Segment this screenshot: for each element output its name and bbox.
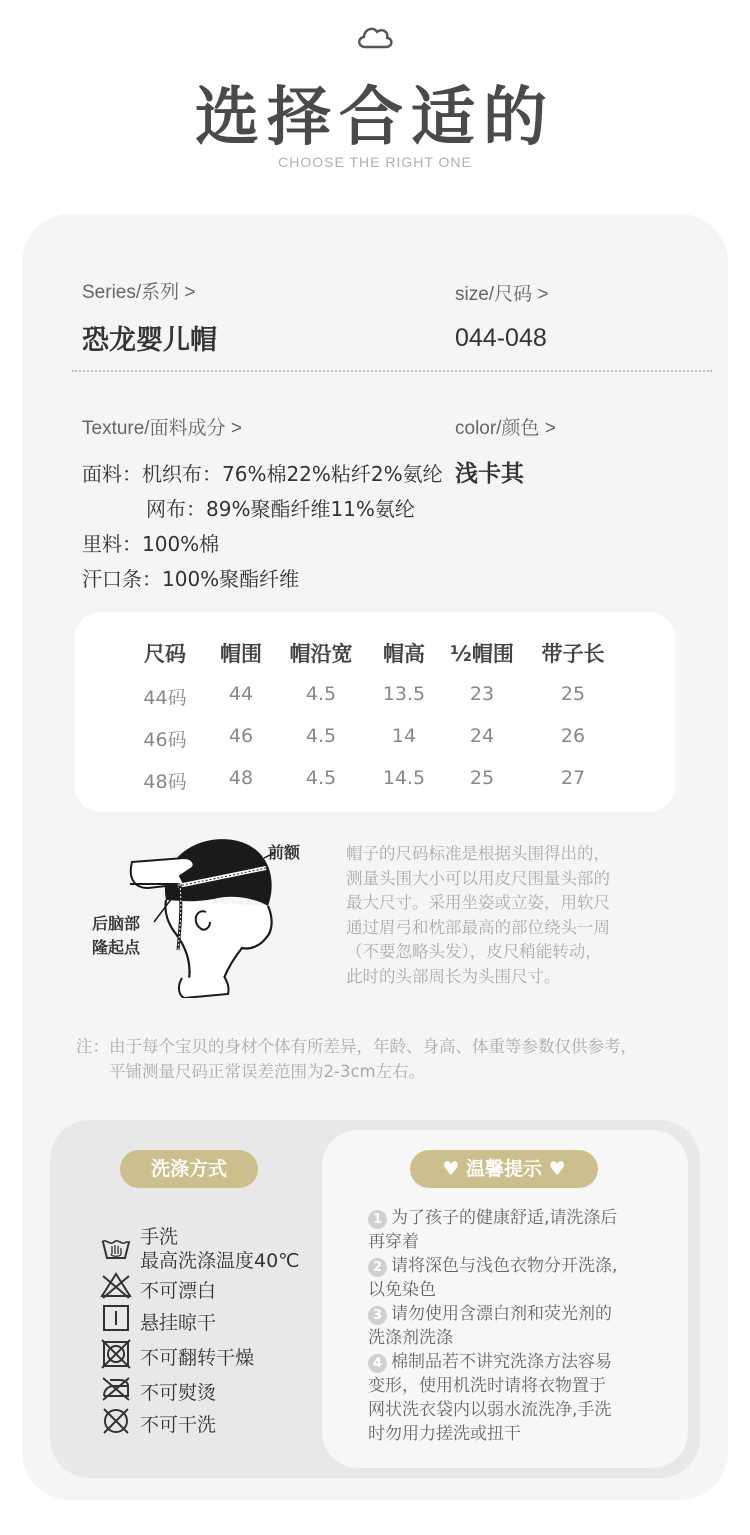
tip-line: 请将深色与浅色衣物分开洗涤, (391, 1256, 618, 1276)
line-dry-icon (100, 1302, 132, 1334)
size-value: 044-048 (455, 324, 547, 352)
measure-line: （不要忽略头发），皮尺稍能转动， (346, 942, 602, 961)
note-line: 平铺测量尺码正常误差范围为2-3cm左右。 (109, 1062, 426, 1081)
no-bleach-icon (100, 1270, 132, 1302)
tips-title: 温馨提示 (465, 1158, 542, 1180)
tip-line: 网状洗衣袋内以弱水流洗净,手洗 (368, 1400, 612, 1420)
wash-item-label: 悬挂晾干 (140, 1312, 217, 1334)
no-tumble-dry-icon (100, 1338, 132, 1370)
tips-title-badge (410, 1150, 598, 1188)
dotted-divider (72, 370, 712, 372)
hand-wash-icon (100, 1232, 132, 1264)
fabric-line: 汗口条：100%聚酯纤维 (82, 567, 300, 591)
table-cell: 4.5 (305, 725, 337, 747)
wash-item-label: 不可熨烫 (140, 1382, 217, 1404)
wash-item-label: 不可干洗 (140, 1414, 217, 1436)
measure-instructions (346, 842, 686, 989)
color-label: color/颜色 > (455, 418, 556, 439)
fabric-line: 网布：89%聚酯纤维11%氨纶 (146, 497, 415, 521)
back-head-label: 隆起点 (92, 938, 141, 957)
back-head-label: 后脑部 (92, 914, 141, 933)
table-cell: 25 (560, 683, 586, 705)
tip-line: 时勿用力搓洗或扭干 (368, 1424, 521, 1444)
color-value: 浅卡其 (455, 461, 524, 487)
wash-item-label: 不可翻转干燥 (140, 1347, 255, 1369)
tip-number-badge: 2 (368, 1258, 387, 1277)
table-cell: 4.5 (305, 767, 337, 789)
table-header: ½帽围 (450, 642, 514, 666)
table-cell: 26 (560, 725, 586, 747)
tip-line: 再穿着 (368, 1232, 419, 1252)
forehead-label: 前额 (268, 843, 301, 862)
measure-line: 测量头围大小可以用皮尺围量头部的 (346, 868, 610, 888)
fabric-line: 里料：100%棉 (82, 532, 220, 556)
table-cell: 23 (469, 683, 495, 705)
wash-title-badge: 洗涤方式 (120, 1150, 258, 1188)
page-subtitle: CHOOSE THE RIGHT ONE (278, 154, 472, 170)
tip-line: 以免染色 (368, 1280, 436, 1300)
table-header: 尺码 (144, 642, 186, 666)
no-dry-clean-icon (100, 1405, 132, 1437)
tip-line: 洗涤剂洗涤 (368, 1328, 453, 1348)
table-header: 帽沿宽 (289, 642, 353, 666)
measure-line: 帽子的尺码标准是根据头围得出的， (346, 844, 610, 863)
fabric-line: 面料：机织布：76%棉22%粘纤2%氨纶 (82, 462, 443, 486)
note-line: 注：由于每个宝贝的身材个体有所差异，年龄、身高、体重等参数仅供参考， (76, 1037, 637, 1056)
wash-item-label: 不可漂白 (140, 1280, 217, 1302)
series-label: Series/系列 > (82, 282, 196, 303)
tip-number-badge: 1 (368, 1210, 387, 1229)
tip-number-badge: 4 (368, 1354, 387, 1373)
table-cell: 44码 (143, 687, 187, 709)
table-cell: 44 (228, 683, 254, 705)
table-cell: 27 (560, 767, 586, 789)
table-cell: 48码 (143, 771, 187, 793)
table-cell: 13.5 (382, 683, 426, 705)
texture-label: Texture/面料成分 > (82, 418, 242, 439)
cloud-icon (355, 22, 395, 50)
table-header: 带子长 (541, 642, 605, 666)
heart-icon: ♥ (548, 1158, 566, 1180)
tip-item (368, 1206, 668, 1446)
table-cell: 4.5 (305, 683, 337, 705)
table-cell: 14.5 (382, 767, 426, 789)
tip-line: 棉制品若不讲究洗涤方法容易 (391, 1352, 612, 1372)
table-cell: 46码 (143, 729, 187, 751)
tip-line: 为了孩子的健康舒适,请洗涤后 (391, 1208, 618, 1228)
measure-line: 通过眉弓和枕部最高的部位绕头一周 (346, 917, 610, 937)
heart-icon: ♥ (442, 1158, 460, 1180)
size-note (76, 1034, 716, 1084)
tip-line: 变形，使用机洗时请将衣物置于 (368, 1376, 606, 1396)
wash-item-label: 最高洗涤温度40℃ (140, 1250, 300, 1272)
table-cell: 48 (228, 767, 254, 789)
tip-number-badge: 3 (368, 1306, 387, 1325)
no-iron-icon (100, 1372, 132, 1404)
table-cell: 24 (469, 725, 495, 747)
measure-line: 最大尺寸。采用坐姿或立姿，用软尺 (346, 893, 610, 912)
table-header: 帽围 (220, 642, 262, 666)
table-cell: 14 (391, 725, 417, 747)
measure-line: 此时的头部周长为头围尺寸。 (346, 966, 561, 986)
table-cell: 25 (469, 767, 495, 789)
page-title: 选择合适的 (195, 81, 555, 155)
size-label: size/尺码 > (455, 284, 549, 305)
table-cell: 46 (228, 725, 254, 747)
wash-item-label: 手洗 (140, 1226, 179, 1248)
series-value: 恐龙婴儿帽 (82, 325, 217, 356)
tip-line: 请勿使用含漂白剂和荧光剂的 (391, 1304, 612, 1324)
table-header: 帽高 (383, 642, 425, 666)
